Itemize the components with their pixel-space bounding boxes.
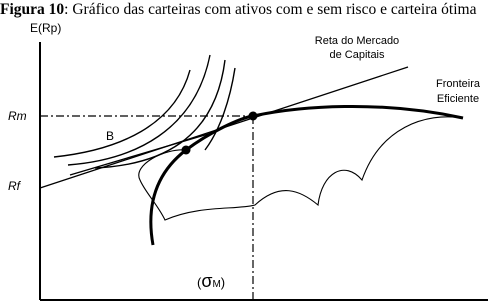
figure-title: : Gráfico das carteiras com ativos com e sem risco e carteira ótima — [64, 1, 477, 18]
frontier-label-line2: Eficiente — [436, 93, 480, 105]
sigma-open-paren: ( — [197, 275, 202, 290]
figure-number: Figura 10 — [0, 1, 65, 18]
sigma-m-label — [197, 271, 225, 291]
frontier-label-line1: Fronteira — [435, 78, 481, 90]
feasible-region-outline — [139, 117, 463, 220]
optimal-portfolio-point — [182, 146, 191, 155]
b-tangent-line — [70, 132, 215, 175]
sigma-close-paren: ) — [220, 275, 226, 290]
rm-label: Rm — [8, 109, 27, 123]
rf-label: Rf — [8, 179, 20, 193]
indifference-curve-1 — [54, 70, 190, 157]
sigma-subscript: M — [212, 279, 221, 290]
b-label: B — [106, 129, 115, 143]
cml-label-line1: Reta do Mercado — [314, 35, 400, 47]
sigma-symbol: σ — [201, 271, 213, 291]
y-axis-label: E(Rp) — [30, 21, 62, 35]
cml-label-line2: de Capitais — [329, 49, 385, 61]
indifference-curve-3 — [95, 60, 225, 168]
market-portfolio-point — [249, 112, 258, 121]
